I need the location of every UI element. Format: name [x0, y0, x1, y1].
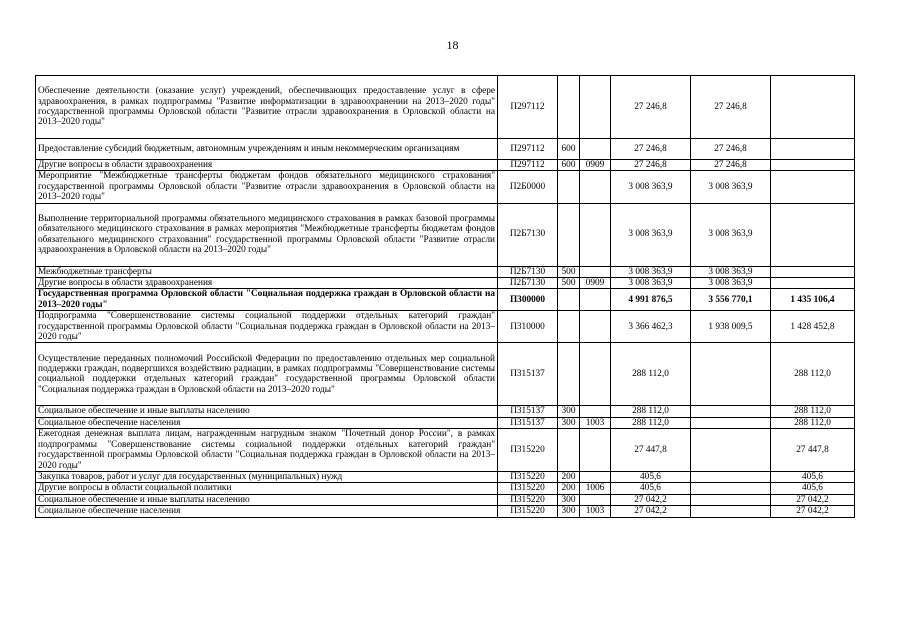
- federal-funds-amount: 27 042,2: [771, 494, 855, 505]
- target-article-code: П2Б7130: [498, 278, 558, 289]
- target-article-code: П315220: [498, 429, 558, 472]
- section-code: [580, 494, 611, 505]
- table-row: [36, 76, 855, 139]
- expense-type-code: 500: [558, 266, 580, 277]
- expense-type-code: [558, 171, 580, 203]
- row-description: Мероприятие "Межбюджетные трансферты бюджетам фондов обязательного медицинского страхования" государственной программы Орловской области "Развитие отрасли здравоохранения в Орловской области на 2013–2020 годы": [36, 171, 498, 203]
- expense-type-code: [558, 343, 580, 406]
- section-code: [580, 311, 611, 343]
- total-amount: 27 246,8: [611, 76, 691, 139]
- regional-funds-amount: [691, 506, 771, 517]
- section-code: [580, 171, 611, 203]
- table-row: [36, 139, 855, 160]
- expense-type-code: [558, 76, 580, 139]
- section-code: 0909: [580, 160, 611, 171]
- total-amount: 288 112,0: [611, 343, 691, 406]
- row-description: Государственная программа Орловской области "Социальная поддержка граждан в Орловской области на 2013–2020 годы": [36, 289, 498, 311]
- target-article-code: П2Б0000: [498, 171, 558, 203]
- row-description: Социальное обеспечение населения: [36, 506, 498, 517]
- expense-type-code: [558, 203, 580, 266]
- federal-funds-amount: 405,6: [771, 483, 855, 494]
- row-description: Предоставление субсидий бюджетным, автономным учреждениям и иным некоммерческим организациям: [36, 139, 498, 160]
- total-amount: 405,6: [611, 483, 691, 494]
- federal-funds-amount: 288 112,0: [771, 406, 855, 417]
- regional-funds-amount: [691, 494, 771, 505]
- total-amount: 27 042,2: [611, 494, 691, 505]
- target-article-code: П315220: [498, 494, 558, 505]
- target-article-code: П2Б7130: [498, 266, 558, 277]
- regional-funds-amount: 1 938 009,5: [691, 311, 771, 343]
- expense-type-code: 500: [558, 278, 580, 289]
- total-amount: 3 366 462,3: [611, 311, 691, 343]
- total-amount: 4 991 876,5: [611, 289, 691, 311]
- federal-funds-amount: [771, 171, 855, 203]
- table-row: [36, 311, 855, 343]
- expense-type-code: 200: [558, 471, 580, 482]
- section-code: [580, 76, 611, 139]
- expense-type-code: [558, 429, 580, 472]
- table-row: [36, 494, 855, 505]
- federal-funds-amount: [771, 278, 855, 289]
- row-description: Закупка товаров, работ и услуг для государственных (муниципальных) нужд: [36, 471, 498, 482]
- federal-funds-amount: 1 435 106,4: [771, 289, 855, 311]
- expense-type-code: 300: [558, 506, 580, 517]
- total-amount: 27 246,8: [611, 160, 691, 171]
- target-article-code: П315220: [498, 471, 558, 482]
- target-article-code: П297112: [498, 160, 558, 171]
- target-article-code: П297112: [498, 139, 558, 160]
- target-article-code: П300000: [498, 289, 558, 311]
- federal-funds-amount: [771, 203, 855, 266]
- federal-funds-amount: 27 447,8: [771, 429, 855, 472]
- total-amount: 27 246,8: [611, 139, 691, 160]
- federal-funds-amount: 27 042,2: [771, 506, 855, 517]
- expense-type-code: [558, 311, 580, 343]
- federal-funds-amount: [771, 139, 855, 160]
- target-article-code: П310000: [498, 311, 558, 343]
- table-row: [36, 278, 855, 289]
- row-description: Выполнение территориальной программы обязательного медицинского страхования в рамках базовой программы обязательного медицинского страхования в рамках мероприятия "Межбюджетные трансферты бюджетам фондов обязательного медицинского страхования" государственной программы Орловской области "Развитие отрасли здравоохранения в Орловской области на 2013–2020 годы": [36, 203, 498, 266]
- section-code: [580, 471, 611, 482]
- table-row: [36, 483, 855, 494]
- regional-funds-amount: 3 008 363,9: [691, 266, 771, 277]
- table-row: [36, 471, 855, 482]
- section-code: [580, 429, 611, 472]
- row-description: Подпрограмма "Совершенствование системы социальной поддержки отдельных категорий граждан" государственной программы Орловской области "Социальная поддержка граждан в Орловской области на 2013–2020 годы": [36, 311, 498, 343]
- row-description: Социальное обеспечение и иные выплаты населению: [36, 494, 498, 505]
- row-description: Другие вопросы в области здравоохранения: [36, 278, 498, 289]
- regional-funds-amount: 3 008 363,9: [691, 278, 771, 289]
- total-amount: 3 008 363,9: [611, 203, 691, 266]
- table-row: [36, 506, 855, 517]
- section-code: [580, 289, 611, 311]
- row-description: Ежегодная денежная выплата лицам, награжденным нагрудным знаком "Почетный донор России", в рамках подпрограммы "Совершенствование системы социальной поддержки отдельных категорий граждан" государственной программы Орловской области "Социальная поддержка граждан в Орловской области на 2013–2020 годы": [36, 429, 498, 472]
- target-article-code: П315220: [498, 483, 558, 494]
- target-article-code: П315220: [498, 506, 558, 517]
- federal-funds-amount: 405,6: [771, 471, 855, 482]
- federal-funds-amount: [771, 266, 855, 277]
- regional-funds-amount: [691, 343, 771, 406]
- section-code: 1003: [580, 417, 611, 428]
- target-article-code: П315137: [498, 406, 558, 417]
- total-amount: 3 008 363,9: [611, 171, 691, 203]
- page-number: 18: [446, 38, 459, 52]
- target-article-code: П315137: [498, 417, 558, 428]
- section-code: 1006: [580, 483, 611, 494]
- regional-funds-amount: 27 246,8: [691, 76, 771, 139]
- section-code: [580, 343, 611, 406]
- federal-funds-amount: [771, 76, 855, 139]
- target-article-code: П297112: [498, 76, 558, 139]
- regional-funds-amount: 3 008 363,9: [691, 203, 771, 266]
- table-row: [36, 266, 855, 277]
- total-amount: 288 112,0: [611, 417, 691, 428]
- section-code: 1003: [580, 506, 611, 517]
- section-code: [580, 266, 611, 277]
- row-description: Межбюджетные трансферты: [36, 266, 498, 277]
- budget-table: [35, 75, 855, 518]
- section-code: [580, 203, 611, 266]
- expense-type-code: 300: [558, 406, 580, 417]
- table-row: [36, 171, 855, 203]
- federal-funds-amount: 1 428 452,8: [771, 311, 855, 343]
- target-article-code: П315137: [498, 343, 558, 406]
- expense-type-code: 300: [558, 417, 580, 428]
- target-article-code: П2Б7130: [498, 203, 558, 266]
- regional-funds-amount: 3 556 770,1: [691, 289, 771, 311]
- regional-funds-amount: 27 246,8: [691, 139, 771, 160]
- regional-funds-amount: 27 246,8: [691, 160, 771, 171]
- federal-funds-amount: 288 112,0: [771, 343, 855, 406]
- row-description: Осуществление переданных полномочий Российской Федерации по предоставлению отдельных мер социальной поддержки граждан, подвергшихся воздействию радиации, в рамках подпрограммы "Совершенствование системы социальной поддержки отдельных категорий граждан" государственной программы Орловской области "Социальная поддержка граждан в Орловской области на 2013–2020 годы": [36, 343, 498, 406]
- total-amount: 288 112,0: [611, 406, 691, 417]
- section-code: 0909: [580, 278, 611, 289]
- row-description: Обеспечение деятельности (оказание услуг) учреждений, обеспечивающих предоставление услуг в сфере здравоохранения, в рамках подпрограммы "Развитие информатизации в здравоохранении на 2013–2020 годы" государственной программы Орловской области "Развитие отрасли здравоохранения в Орловской области на 2013–2020 годы": [36, 76, 498, 139]
- regional-funds-amount: 3 008 363,9: [691, 171, 771, 203]
- table-row: [36, 417, 855, 428]
- row-description: Социальное обеспечение населения: [36, 417, 498, 428]
- federal-funds-amount: 288 112,0: [771, 417, 855, 428]
- row-description: Другие вопросы в области здравоохранения: [36, 160, 498, 171]
- expense-type-code: 600: [558, 160, 580, 171]
- expense-type-code: 300: [558, 494, 580, 505]
- total-amount: 3 008 363,9: [611, 278, 691, 289]
- regional-funds-amount: [691, 429, 771, 472]
- federal-funds-amount: [771, 160, 855, 171]
- row-description: Социальное обеспечение и иные выплаты населению: [36, 406, 498, 417]
- regional-funds-amount: [691, 417, 771, 428]
- expense-type-code: [558, 289, 580, 311]
- total-amount: 27 042,2: [611, 506, 691, 517]
- table-row: [36, 160, 855, 171]
- regional-funds-amount: [691, 483, 771, 494]
- table-row: [36, 289, 855, 311]
- table-row: [36, 429, 855, 472]
- table-row: [36, 343, 855, 406]
- total-amount: 405,6: [611, 471, 691, 482]
- table-row: [36, 406, 855, 417]
- regional-funds-amount: [691, 406, 771, 417]
- expense-type-code: 200: [558, 483, 580, 494]
- regional-funds-amount: [691, 471, 771, 482]
- table-row: [36, 203, 855, 266]
- row-description: Другие вопросы в области социальной политики: [36, 483, 498, 494]
- section-code: [580, 139, 611, 160]
- total-amount: 27 447,8: [611, 429, 691, 472]
- section-code: [580, 406, 611, 417]
- total-amount: 3 008 363,9: [611, 266, 691, 277]
- expense-type-code: 600: [558, 139, 580, 160]
